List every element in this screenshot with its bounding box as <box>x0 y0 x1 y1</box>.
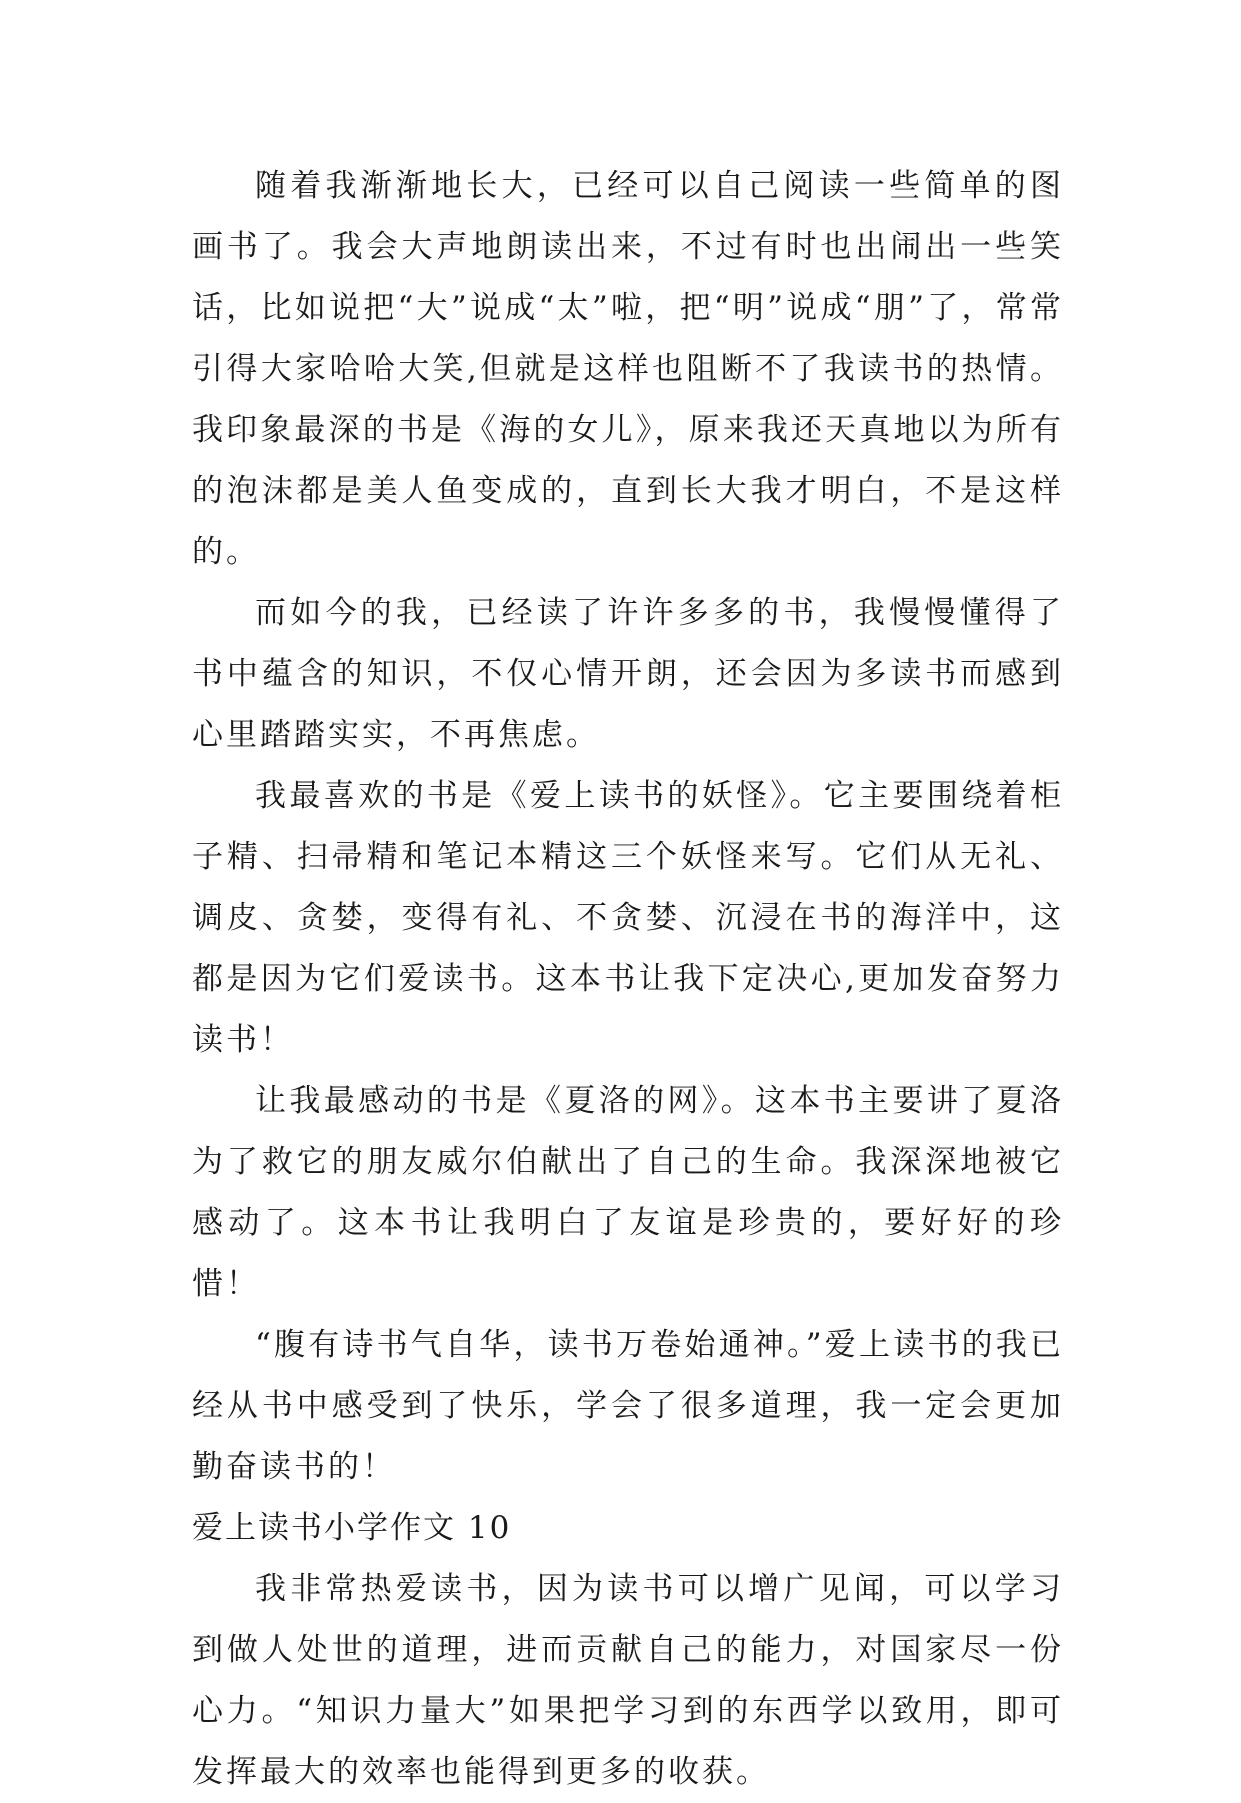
body-paragraph: 我最喜欢的书是《爱上读书的妖怪》。它主要围绕着柜子精、扫帚精和笔记本精这三个妖怪来写。它们从无礼、调皮、贪婪，变得有礼、不贪婪、沉浸在书的海洋中，这都是因为它们爱读书。这本书让我下定决心,更加发奋努力读书！ <box>192 778 1064 1058</box>
section-heading: 爱上读书小学作文 10 <box>192 1510 512 1546</box>
body-paragraph: 而如今的我，已经读了许许多多的书，我慢慢懂得了书中蕴含的知识，不仅心情开朗，还会因为多读书而感到心里踏踏实实，不再焦虑。 <box>192 595 1064 753</box>
body-paragraph: “腹有诗书气自华，读书万卷始通神。”爱上读书的我已经从书中感受到了快乐，学会了很多道理，我一定会更加勤奋读书的！ <box>192 1327 1064 1485</box>
body-paragraph: 我非常热爱读书，因为读书可以增广见闻，可以学习到做人处世的道理，进而贡献自己的能力，对国家尽一份心力。“知识力量大”如果把学习到的东西学以致用，即可发挥最大的效率也能得到更多的收获。 <box>192 1571 1064 1790</box>
body-paragraph: 让我最感动的书是《夏洛的网》。这本书主要讲了夏洛为了救它的朋友威尔伯献出了自己的生命。我深深地被它感动了。这本书让我明白了友谊是珍贵的，要好好的珍惜！ <box>192 1083 1064 1302</box>
body-paragraph: 随着我渐渐地长大，已经可以自己阅读一些简单的图画书了。我会大声地朗读出来，不过有时也出闹出一些笑话，比如说把“大”说成“太”啦，把“明”说成“朋”了，常常引得大家哈哈大笑,但就是这样也阻断不了我读书的热情。我印象最深的书是《海的女儿》，原来我还天真地以为所有的泡沫都是美人鱼变成的，直到长大我才明白，不是这样的。 <box>192 168 1064 570</box>
document-body <box>192 156 1064 1803</box>
